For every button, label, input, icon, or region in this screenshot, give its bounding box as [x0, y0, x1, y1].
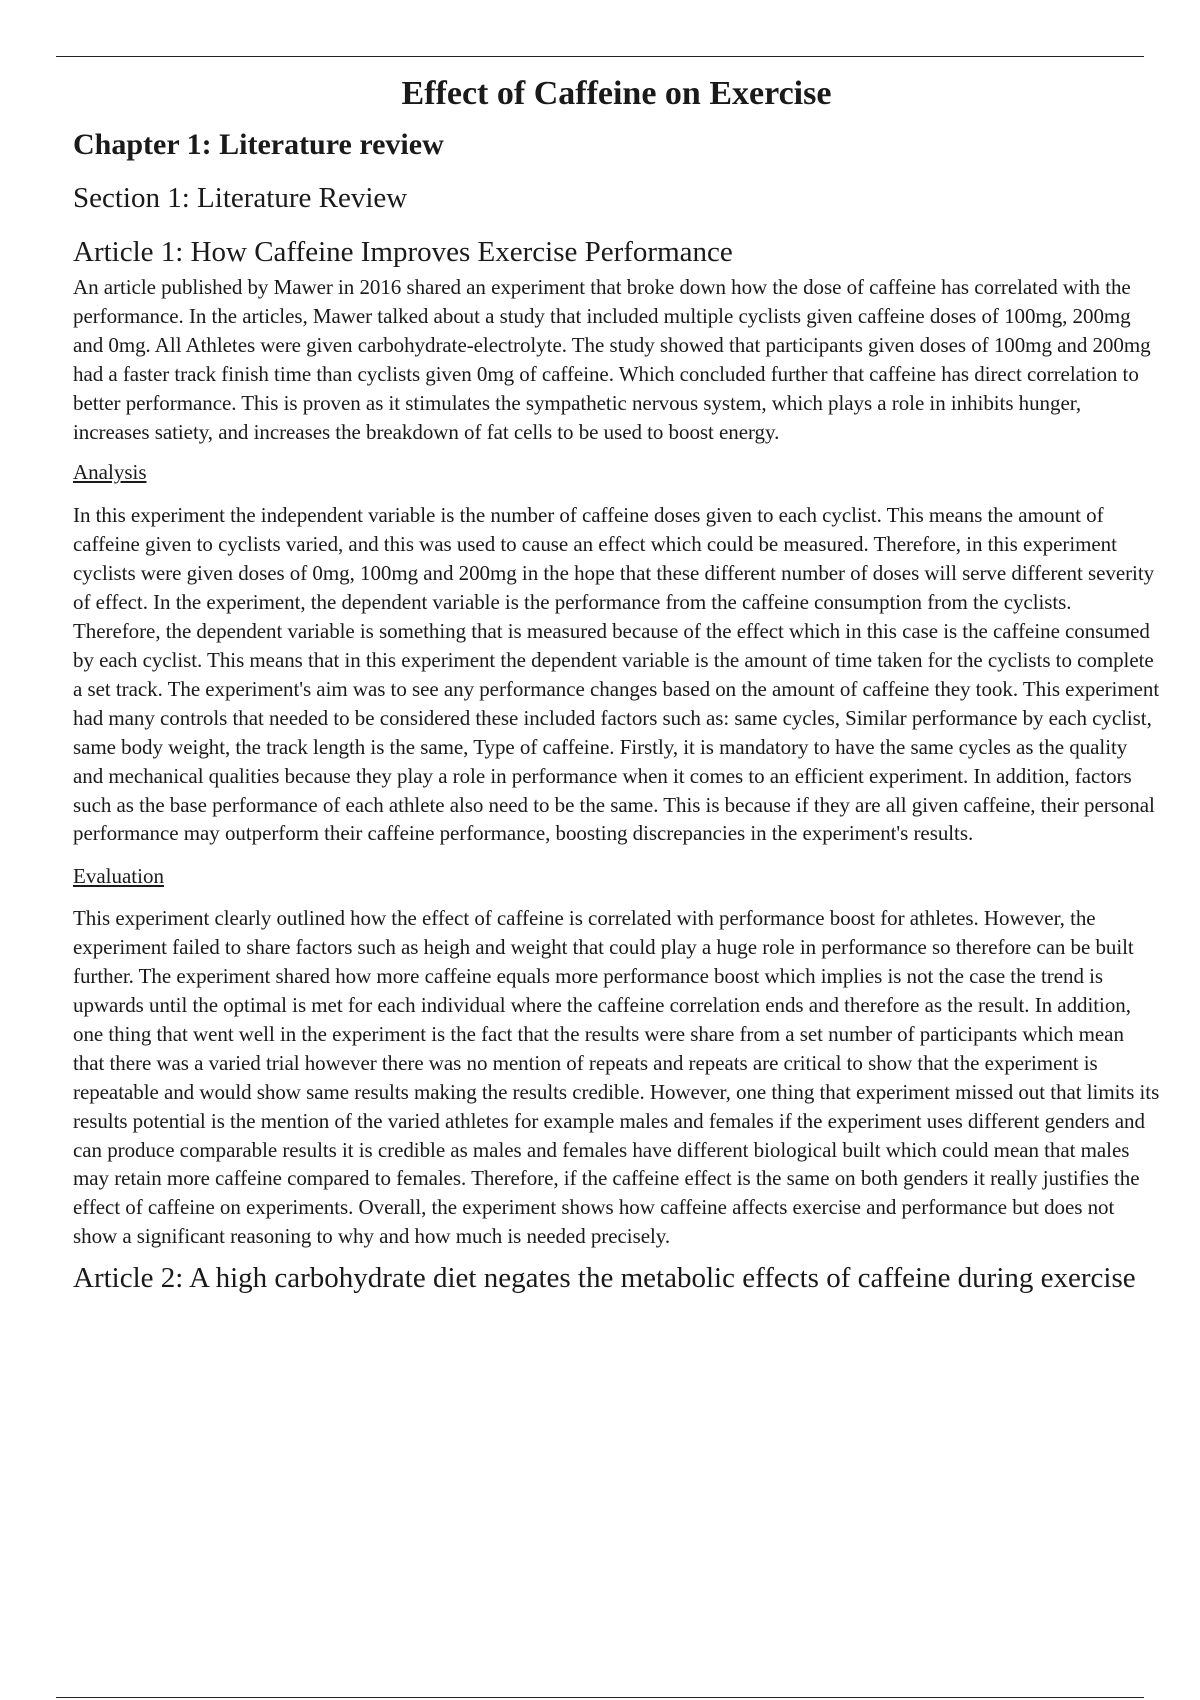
section-heading: Section 1: Literature Review [73, 182, 408, 214]
evaluation-paragraph: This experiment clearly outlined how the effect of caffeine is correlated with performance boost for athletes. However, the experiment failed to share factors such as heigh and weight that could play a huge role in performance so therefore can be built further. The experiment shared how more caffeine equals more performance boost which implies is not the case the trend is upwards until the optimal is met for each individual where the caffeine correlation ends and therefore as the result. In addition, one thing that went well in the experiment is the fact that the results were share from a set number of participants which mean that there was a varied trial however there was no mention of repeats and repeats are critical to show that the experiment is repeatable and would show same results making the results credible. However, one thing that experiment missed out that limits its results potential is the mention of the varied athletes for example males and females if the experiment uses different genders and can produce comparable results it is credible as males and females have different biological built which could mean that males may retain more caffeine compared to females. Therefore, if the caffeine effect is the same on both genders it really justifies the effect of caffeine on experiments. Overall, the experiment shows how caffeine affects exercise and performance but does not show a significant reasoning to why and how much is needed precisely. [73, 906, 1160, 1249]
document-page [73, 70, 1160, 1297]
article-2-heading: Article 2: A high carbohydrate diet negates the metabolic effects of caffeine during exercise [73, 1262, 1136, 1295]
bottom-rule [56, 1697, 1144, 1698]
article-1-summary: An article published by Mawer in 2016 shared an experiment that broke down how the dose of caffeine has correlated with the performance. In the articles, Mawer talked about a study that included multiple cyclists given caffeine doses of 100mg, 200mg and 0mg. All Athletes were given carbohydrate-electrolyte. The study showed that participants given doses of 100mg and 200mg had a faster track finish time than cyclists given 0mg of caffeine. Which concluded further that caffeine has direct correlation to better performance. This is proven as it stimulates the sympathetic nervous system, which plays a role in inhibits hunger, increases satiety, and increases the breakdown of fat cells to be used to boost energy. [73, 275, 1151, 444]
chapter-heading: Chapter 1: Literature review [73, 128, 444, 161]
evaluation-heading: Evaluation [73, 864, 164, 889]
document-title: Effect of Caffeine on Exercise [401, 75, 832, 112]
article-1-heading: Article 1: How Caffeine Improves Exercise Performance [73, 236, 733, 268]
analysis-heading: Analysis [73, 460, 147, 485]
analysis-paragraph: In this experiment the independent variable is the number of caffeine doses given to each cyclist. This means the amount of caffeine given to cyclists varied, and this was used to cause an effect which could be measured. Therefore, in this experiment cyclists were given doses of 0mg, 100mg and 200mg in the hope that these different number of doses will serve different severity of effect. In the experiment, the dependent variable is the performance from the caffeine consumption from the cyclists. Therefore, the dependent variable is something that is measured because of the effect which in this case is the caffeine consumed by each cyclist. This means that in this experiment the dependent variable is the amount of time taken for the cyclists to complete a set track. The experiment's aim was to see any performance changes based on the amount of caffeine they took. This experiment had many controls that needed to be considered these included factors such as: same cycles, Similar performance by each cyclist, same body weight, the track length is the same, Type of caffeine. Firstly, it is mandatory to have the same cycles as the quality and mechanical qualities because they play a role in performance when it comes to an efficient experiment. In addition, factors such as the base performance of each athlete also need to be the same. This is because if they are all given caffeine, their personal performance may outperform their caffeine performance, boosting discrepancies in the experiment's results. [73, 503, 1160, 846]
top-rule [56, 56, 1144, 57]
